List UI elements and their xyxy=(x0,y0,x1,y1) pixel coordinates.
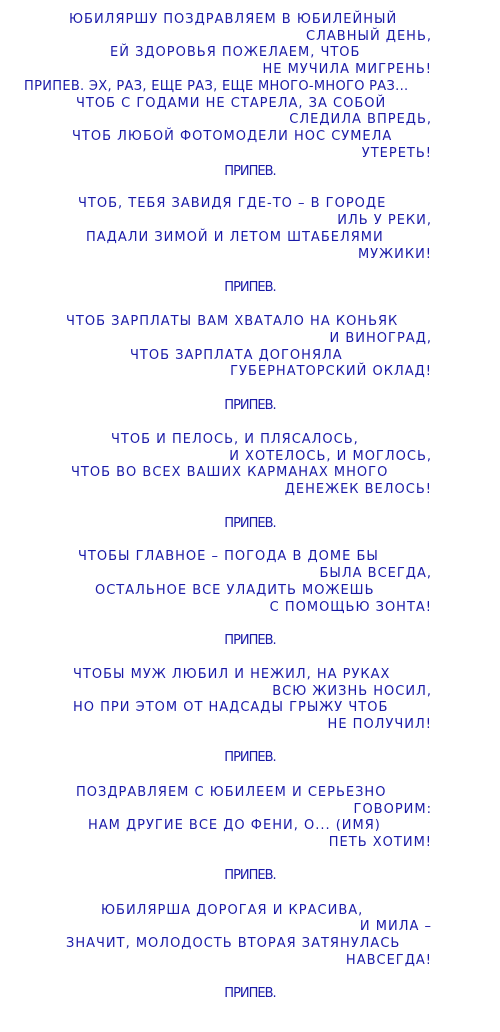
stanza-6-line-4: НЕ ПОЛУЧИЛ! xyxy=(327,717,432,732)
refrain-7: ПРИПЕВ. xyxy=(224,868,276,883)
stanza-8-line-2: И МИЛА – xyxy=(359,919,432,934)
refrain-4: ПРИПЕВ. xyxy=(224,516,276,531)
stanza-1-line-5: ПРИПЕВ. ЭХ, РАЗ, ЕЩЕ РАЗ, ЕЩЕ МНОГО-МНОГО РАЗ... xyxy=(24,79,409,94)
stanza-2-line-4: МУЖИКИ! xyxy=(357,247,432,262)
stanza-8-line-4: НАВСЕГДА! xyxy=(345,953,432,968)
stanza-2-line-2: ИЛЬ У РЕКИ, xyxy=(337,213,432,228)
stanza-4-line-2: И ХОТЕЛОСЬ, И МОГЛОСЬ, xyxy=(229,449,432,464)
stanza-8-line-1: ЮБИЛЯРША ДОРОГАЯ И КРАСИВА, xyxy=(101,903,364,918)
stanza-4-line-3: ЧТОБ ВО ВСЕХ ВАШИХ КАРМАНАХ МНОГО xyxy=(71,465,389,480)
stanza-7-line-4: ПЕТЬ ХОТИМ! xyxy=(328,835,432,850)
stanza-7-line-3: НАМ ДРУГИЕ ВСЕ ДО ФЕНИ, О... (ИМЯ) xyxy=(88,818,381,833)
stanza-1-line-7: СЛЕДИЛА ВПРЕДЬ, xyxy=(289,112,432,127)
stanza-6-line-3: НО ПРИ ЭТОМ ОТ НАДСАДЫ ГРЫЖУ ЧТОБ xyxy=(73,700,389,715)
refrain-8: ПРИПЕВ. xyxy=(224,986,276,1001)
refrain-2: ПРИПЕВ. xyxy=(224,280,276,295)
stanza-1-line-3: ЕЙ ЗДОРОВЬЯ ПОЖЕЛАЕМ, ЧТОБ xyxy=(110,45,361,60)
stanza-1-line-4: НЕ МУЧИЛА МИГРЕНЬ! xyxy=(262,62,432,77)
stanza-3-line-3: ЧТОБ ЗАРПЛАТА ДОГОНЯЛА xyxy=(130,348,343,363)
refrain-3: ПРИПЕВ. xyxy=(224,398,276,413)
stanza-5-line-4: С ПОМОЩЬЮ ЗОНТА! xyxy=(269,600,432,615)
stanza-3-line-2: И ВИНОГРАД, xyxy=(329,331,432,346)
stanza-1-line-1: ЮБИЛЯРШУ ПОЗДРАВЛЯЕМ В ЮБИЛЕЙНЫЙ xyxy=(69,12,398,27)
refrain-5: ПРИПЕВ. xyxy=(224,633,276,648)
stanza-4-line-4: ДЕНЕЖЕК ВЕЛОСЬ! xyxy=(284,482,432,497)
refrain-6: ПРИПЕВ. xyxy=(224,750,276,765)
stanza-6-line-1: ЧТОБЫ МУЖ ЛЮБИЛ И НЕЖИЛ, НА РУКАХ xyxy=(73,667,391,682)
stanza-5-line-2: БЫЛА ВСЕГДА, xyxy=(319,566,432,581)
stanza-2-line-3: ПАДАЛИ ЗИМОЙ И ЛЕТОМ ШТАБЕЛЯМИ xyxy=(86,230,384,245)
stanza-7-line-1: ПОЗДРАВЛЯЕМ С ЮБИЛЕЕМ И СЕРЬЕЗНО xyxy=(76,785,387,800)
stanza-6-line-2: ВСЮ ЖИЗНЬ НОСИЛ, xyxy=(272,684,432,699)
stanza-1-line-8: ЧТОБ ЛЮБОЙ ФОТОМОДЕЛИ НОС СУМЕЛА xyxy=(72,129,393,144)
refrain-1: ПРИПЕВ. xyxy=(224,164,276,179)
stanza-1-line-6: ЧТОБ С ГОДАМИ НЕ СТАРЕЛА, ЗА СОБОЙ xyxy=(76,96,387,111)
stanza-5-line-1: ЧТОБЫ ГЛАВНОЕ – ПОГОДА В ДОМЕ БЫ xyxy=(78,549,379,564)
stanza-3-line-1: ЧТОБ ЗАРПЛАТЫ ВАМ ХВАТАЛО НА КОНЬЯК xyxy=(66,314,399,329)
stanza-1-line-9: УТЕРЕТЬ! xyxy=(361,146,432,161)
stanza-4-line-1: ЧТОБ И ПЕЛОСЬ, И ПЛЯСАЛОСЬ, xyxy=(111,432,359,447)
stanza-8-line-3: ЗНАЧИТ, МОЛОДОСТЬ ВТОРАЯ ЗАТЯНУЛАСЬ xyxy=(66,936,401,951)
stanza-2-line-1: ЧТОБ, ТЕБЯ ЗАВИДЯ ГДЕ-ТО – В ГОРОДЕ xyxy=(78,196,387,211)
stanza-5-line-3: ОСТАЛЬНОЕ ВСЕ УЛАДИТЬ МОЖЕШЬ xyxy=(95,583,375,598)
stanza-7-line-2: ГОВОРИМ: xyxy=(353,802,432,817)
stanza-1-line-2: СЛАВНЫЙ ДЕНЬ, xyxy=(306,29,432,44)
stanza-3-line-4: ГУБЕРНАТОРСКИЙ ОКЛАД! xyxy=(230,364,432,379)
